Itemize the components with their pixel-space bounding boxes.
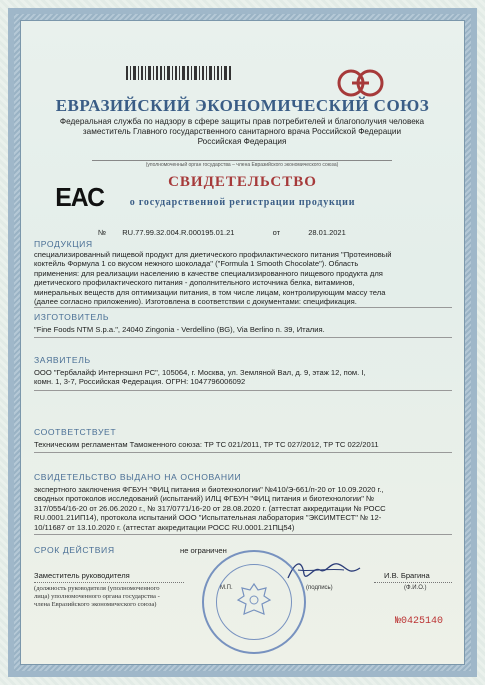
registration-date: 28.01.2021 [308,228,346,237]
agency-line: Федеральная служба по надзору в сфере защиты прав потребителей и благополучия человека [59,117,425,126]
basis-heading: СВИДЕТЕЛЬСТВО ВЫДАНО НА ОСНОВАНИИ [34,472,242,482]
eaeu-logo-icon [336,68,388,98]
product-line: (далее согласно приложению). Изготовлена в соответствии с документами: спецификация. [34,297,357,307]
validity-value: не ограничен [180,546,227,555]
serial-number: №0425140 [394,616,443,627]
caption-line: члена Евразийского экономического союза) [34,601,157,609]
registration-number: RU.77.99.32.004.R.000195.01.21 [122,228,235,237]
registration-number-row [98,228,346,237]
validity-heading: СРОК ДЕЙСТВИЯ [34,545,115,555]
basis-line: сводных протоколов исследований (испытаний) ИЛЦ ФГБУН "ФИЦ питания и биотехнологии" № [34,494,375,504]
applicant-text [34,368,452,387]
compliance-heading: СООТВЕТСТВУЕТ [34,427,117,437]
basis-line: 317/0554/16-20 от 26.06.2020 г., № 317/0771/16-20 от 28.08.2020 г. (аттестат аккредитации № РОСС [34,503,386,513]
signature-rule [34,582,184,583]
union-title: ЕВРАЗИЙСКИЙ ЭКОНОМИЧЕСКИЙ СОЮЗ [55,96,430,115]
basis-line: 10/11687 от 13.10.2020 г. (аттестат аккредитации РОСС RU.0001.21ПЦ54) [34,522,295,532]
agency-note: (уполномоченный орган государства – члена Евразийского экономического союза) [92,160,392,168]
agency-block [42,117,442,147]
signatory-name: И.В. Брагина [384,571,430,580]
mp-caption: М.П. [220,585,233,591]
certificate-content [24,24,461,661]
basis-line: RU.0001.21ИП14), протокола испытаний ООО "Испытательная лаборатория "ЭКСИМТЕСТ" № 12- [34,513,382,523]
eagle-emblem-icon [234,580,274,624]
signature-rule [374,582,452,583]
applicant-line: ООО "Гербалайф Интернэшнл РС", 105064, г. Москва, ул. Земляной Вал, д. 9, этаж 12, пом. I, [34,368,366,377]
fio-caption: (Ф.И.О.) [404,585,427,591]
agency-line: заместитель Главного государственного санитарного врача Российской Федерации [82,127,402,136]
divider [34,337,452,338]
signatory-role: Заместитель руководителя [34,571,130,580]
divider [34,390,452,391]
compliance-text [34,440,452,449]
product-line: минеральных веществ для оптимизации питания, в том числе лицам, контролирующим массу тела [34,287,386,297]
product-line: диетического профилактического питания - дополнительного источника белка, витаминов, [34,278,355,288]
barcode-strip-icon [124,62,234,82]
document-title: СВИДЕТЕЛЬСТВО [168,174,317,190]
caption-line: (должность руководителя (уполномоченного [34,585,160,592]
compliance-line: Техническим регламентам Таможенного союза: ТР ТС 021/2011, ТР ТС 027/2012, ТР ТС 022/2011 [34,440,379,449]
date-label: от [272,228,281,237]
divider [34,307,452,308]
basis-line: экспертного заключения ФГБУН "ФИЦ питания и биотехнологии" №410/Э-661/п-20 от 10.09.2020 г., [34,485,384,494]
sign-caption: (подпись) [306,585,333,591]
agency-line: Российская Федерация [197,137,287,146]
applicant-line: комн. 1, 3-7, Российская Федерация. ОГРН: 1047796006092 [34,377,246,387]
manufacturer-text [34,325,452,334]
number-label: № [98,228,107,237]
basis-text [34,485,452,532]
eac-mark: ЕАС [55,182,104,212]
divider [34,452,452,453]
document-subtitle: о государственной регистрации продукции [129,197,356,208]
product-line: коктейль Формула 1 со вкусом нежного шоколада" ("Formula 1 Smooth Chocolate"). Область [34,259,359,269]
official-stamp-icon [202,550,306,654]
signatory-caption [34,585,224,610]
applicant-heading: ЗАЯВИТЕЛЬ [34,355,91,365]
product-line: применения: для реализации населению в качестве специализированного пищевого продукта для [34,268,383,278]
divider [34,534,452,535]
product-text [34,250,452,306]
product-line: специализированный пищевой продукт для диетического профилактического питания "Протеиновый [34,250,392,259]
manufacturer-line: "Fine Foods NTM S.p.a.", 24040 Zingonia - Verdellino (BG), Via Berlino n. 39, Италия. [34,325,325,334]
caption-line: лица) уполномоченного органа государства - [34,593,160,601]
manufacturer-heading: ИЗГОТОВИТЕЛЬ [34,312,110,322]
product-heading: ПРОДУКЦИЯ [34,239,93,249]
